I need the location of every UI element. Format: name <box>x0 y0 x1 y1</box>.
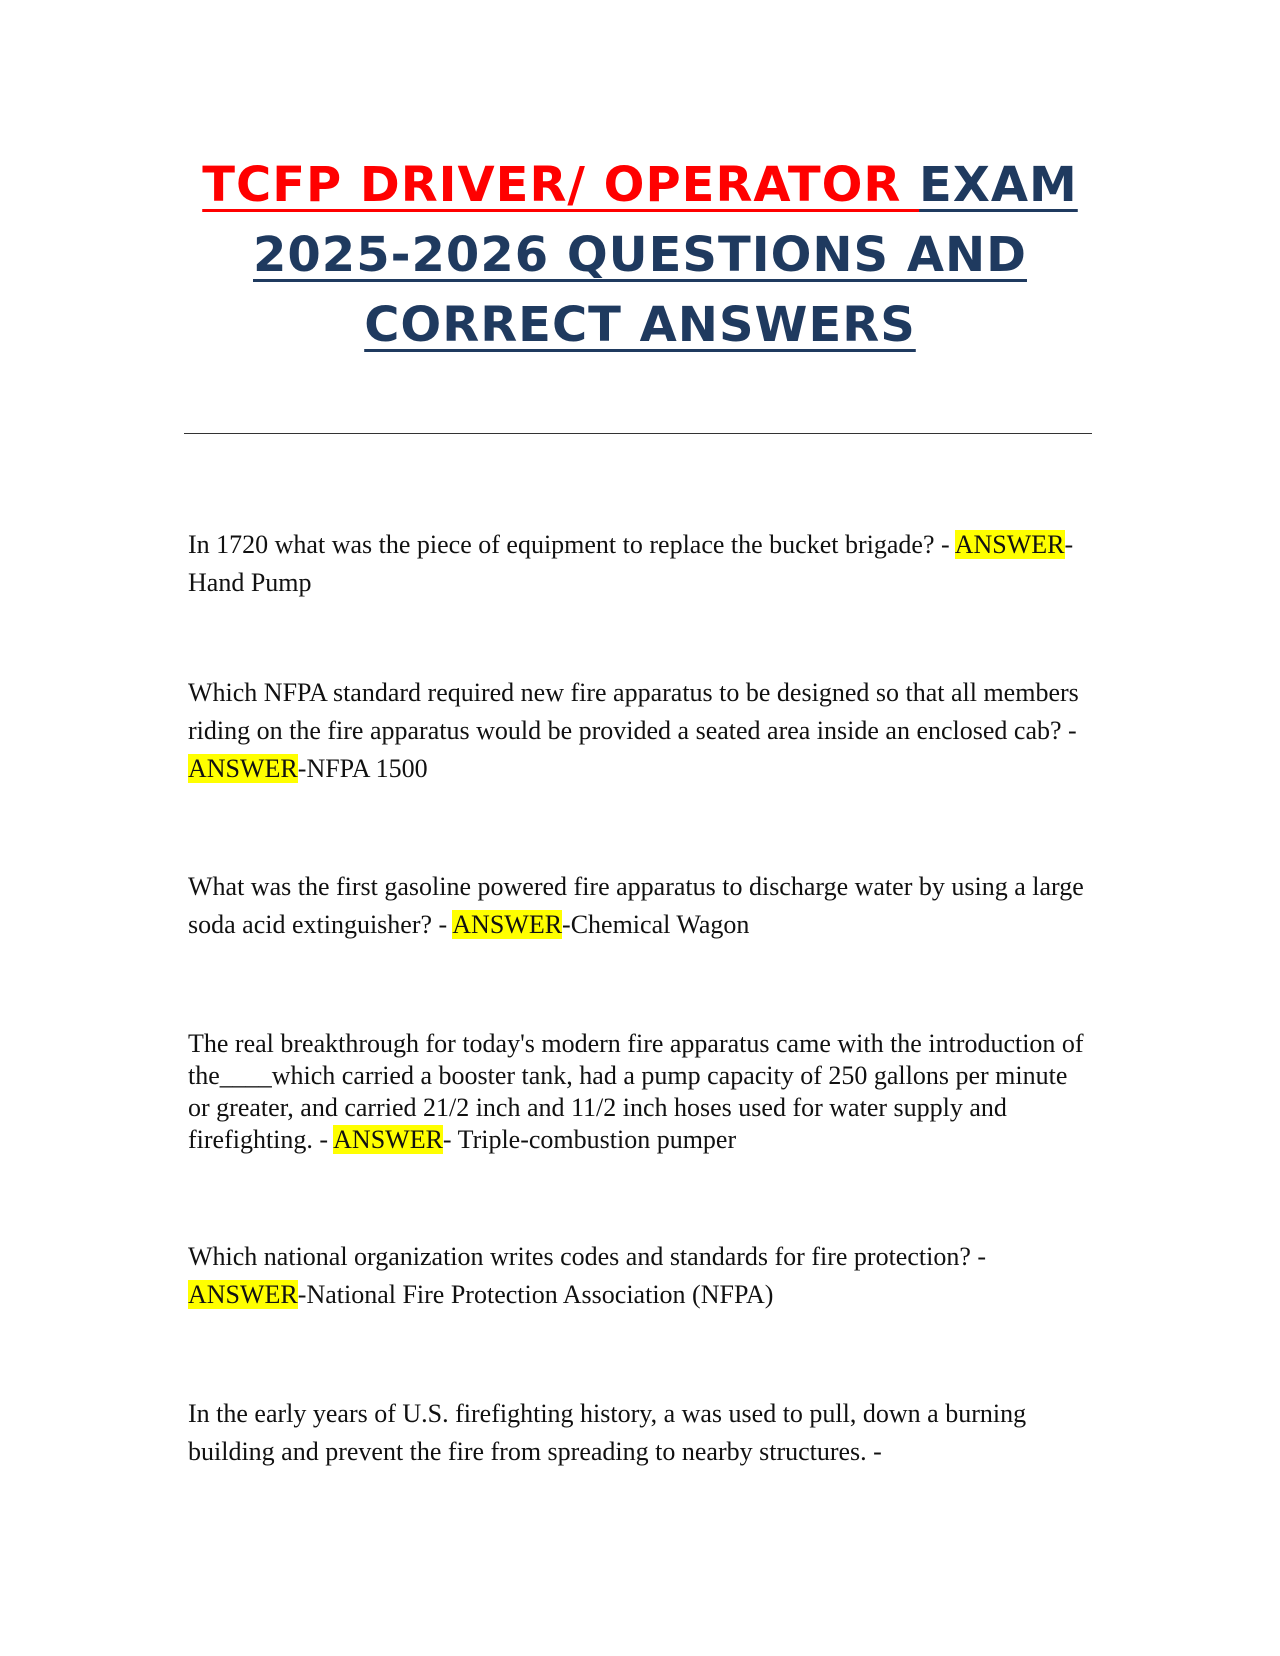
qa-item-2 <box>188 674 1088 788</box>
answer-text: -Chemical Wagon <box>562 910 750 939</box>
qa-item-4 <box>188 1028 1088 1156</box>
title-navy-part-3: CORRECT ANSWERS <box>364 297 916 353</box>
answer-highlight: ANSWER <box>188 1280 298 1309</box>
answer-text: -Hand Pump <box>188 530 1074 597</box>
question-text: In 1720 what was the piece of equipment to replace the bucket brigade? - <box>188 530 955 559</box>
qa-item-6 <box>188 1395 1088 1471</box>
document-title <box>180 150 1100 360</box>
qa-item-3 <box>188 868 1088 944</box>
title-red-part: TCFP DRIVER/ OPERATOR <box>202 157 920 213</box>
answer-text: -National Fire Protection Association (NFPA) <box>297 1280 774 1309</box>
answer-highlight: ANSWER <box>333 1125 443 1154</box>
title-navy-part-2: 2025-2026 QUESTIONS AND <box>253 227 1027 283</box>
answer-highlight: ANSWER <box>188 754 298 783</box>
question-text: In the early years of U.S. firefighting history, a was used to pull, down a burning building and prevent the fire from spreading to nearby structures. - <box>188 1399 1027 1466</box>
answer-highlight: ANSWER <box>452 910 563 939</box>
question-text: Which national organization writes codes and standards for fire protection? - <box>188 1242 987 1271</box>
answer-highlight: ANSWER <box>954 530 1065 559</box>
question-text: The real breakthrough for today's modern fire apparatus came with the introduction of the____which carried a booster tank, had a pump capacity of 250 gallons per minute or greater, and carried 21/2 inch and 11/2 inch hoses used for water supply and firefighting. - <box>188 1029 1084 1154</box>
question-text: What was the first gasoline powered fire apparatus to discharge water by using a large soda acid extinguisher? - <box>188 872 1084 939</box>
qa-item-5 <box>188 1238 1088 1314</box>
answer-text: - Triple-combustion pumper <box>442 1125 737 1154</box>
question-text: Which NFPA standard required new fire apparatus to be designed so that all members riding on the fire apparatus would be provided a seated area inside an enclosed cab? - <box>188 678 1079 745</box>
horizontal-divider <box>184 433 1092 434</box>
answer-text: -NFPA 1500 <box>297 754 428 783</box>
qa-item-1 <box>188 526 1088 602</box>
title-navy-part-1: EXAM <box>919 157 1078 213</box>
